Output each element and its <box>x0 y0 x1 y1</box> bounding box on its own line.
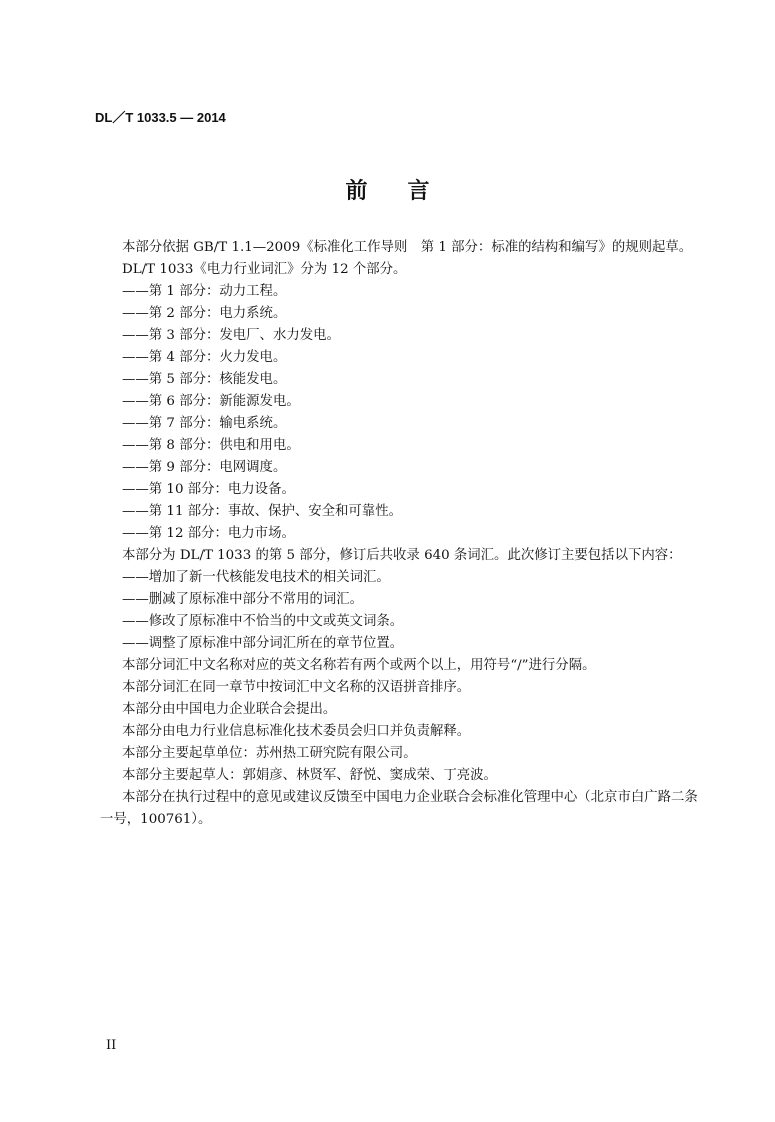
paragraph: ——删减了原标准中部分不常用的词汇。 <box>122 592 364 607</box>
page-title: 前言 <box>345 179 470 204</box>
paragraph: ——第 11 部分：事故、保护、安全和可靠性。 <box>122 504 402 519</box>
paragraph: 本部分在执行过程中的意见或建议反馈至中国电力企业联合会标准化管理中心（北京市白广路二条一号，100761）。 <box>100 790 698 827</box>
paragraph: ——第 6 部分：新能源发电。 <box>122 394 300 409</box>
paragraph: ——第 3 部分：发电厂、水力发电。 <box>122 328 340 343</box>
paragraph: 本部分为 DL/T 1033 的第 5 部分，修订后共收录 640 条词汇。此次修订主要包括以下内容： <box>122 548 682 563</box>
paragraph: ——修改了原标准中不恰当的中文或英文词条。 <box>122 614 404 629</box>
page-number: II <box>106 1038 117 1053</box>
foreword-body <box>100 237 700 831</box>
paragraph: 本部分依据 GB/T 1.1—2009《标准化工作导则 第 1 部分：标准的结构和编写》的规则起草。 <box>122 240 693 255</box>
paragraph: ——第 5 部分：核能发电。 <box>122 372 287 387</box>
paragraph: 本部分由中国电力企业联合会提出。 <box>122 702 337 717</box>
paragraph: ——第 8 部分：供电和用电。 <box>122 438 300 453</box>
paragraph: ——第 7 部分：输电系统。 <box>122 416 287 431</box>
paragraph: ——调整了原标准中部分词汇所在的章节位置。 <box>122 636 404 651</box>
paragraph: 本部分词汇在同一章节中按词汇中文名称的汉语拼音排序。 <box>122 680 471 695</box>
paragraph: ——增加了新一代核能发电技术的相关词汇。 <box>122 570 390 585</box>
paragraph: 本部分主要起草单位：苏州热工研究院有限公司。 <box>122 746 417 761</box>
paragraph: ——第 10 部分：电力设备。 <box>122 482 295 497</box>
paragraph: DL/T 1033《电力行业词汇》分为 12 个部分。 <box>122 262 407 277</box>
paragraph: ——第 9 部分：电网调度。 <box>122 460 287 475</box>
paragraph: ——第 1 部分：动力工程。 <box>122 284 287 299</box>
paragraph: ——第 2 部分：电力系统。 <box>122 306 287 321</box>
paragraph: 本部分词汇中文名称对应的英文名称若有两个或两个以上，用符号“/”进行分隔。 <box>122 658 596 673</box>
paragraph: ——第 12 部分：电力市场。 <box>122 526 295 541</box>
document-code: DL／T 1033.5 — 2014 <box>95 110 226 125</box>
paragraph: ——第 4 部分：火力发电。 <box>122 350 287 365</box>
paragraph: 本部分由电力行业信息标准化技术委员会归口并负责解释。 <box>122 724 471 739</box>
paragraph: 本部分主要起草人：郭娟彦、林贤军、舒悦、窦成荣、丁亮波。 <box>122 768 497 783</box>
